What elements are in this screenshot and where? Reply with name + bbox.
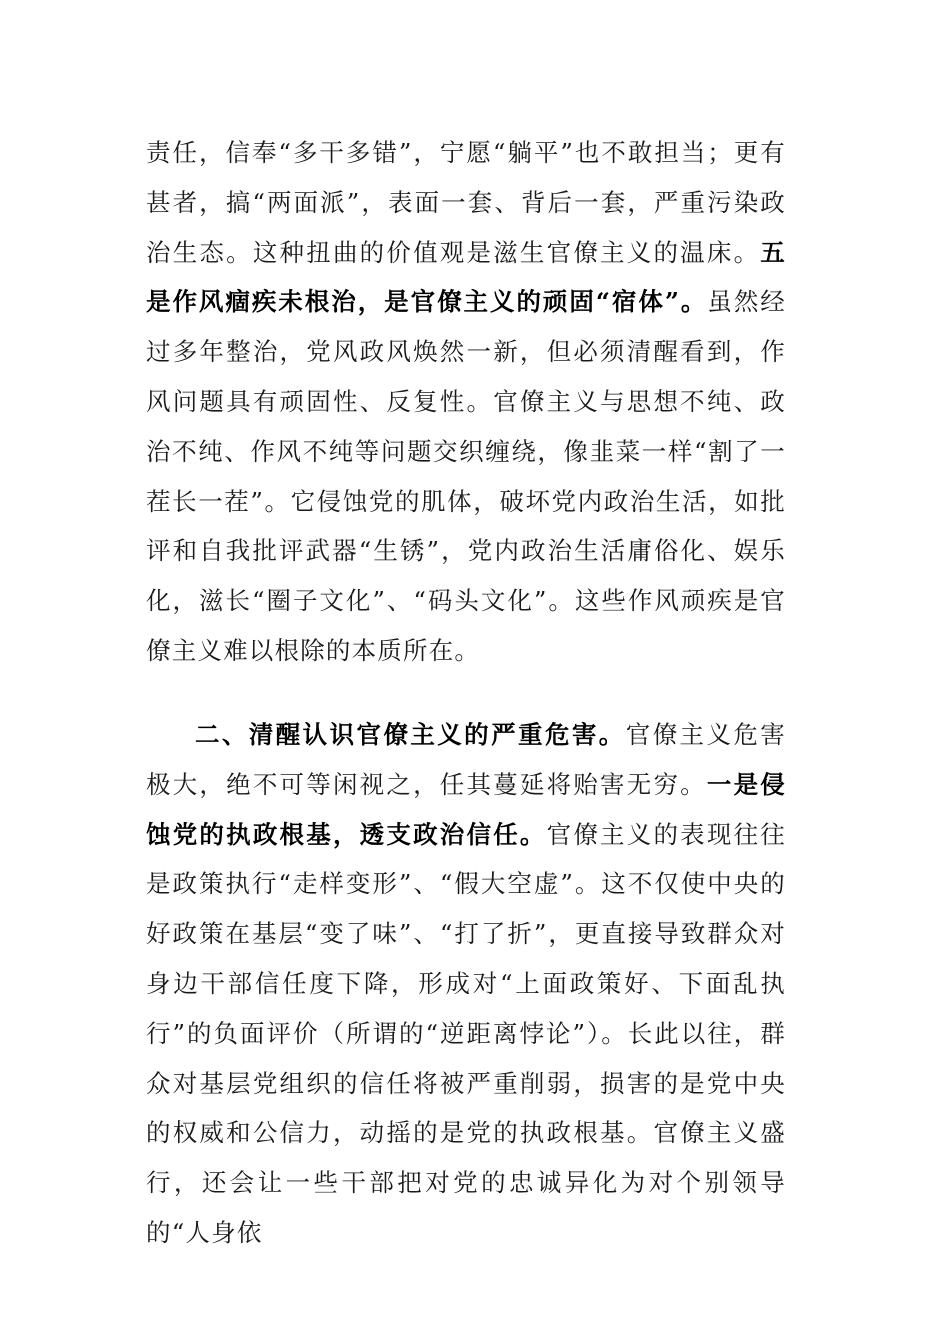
bold-point-five: 五是作风痼疾未根治，是官僚主义的顽固“宿体”。 (146, 237, 786, 317)
paragraph-text: 虽然经过多年整治，党风政风焕然一新，但必须清醒看到，作风问题具有顽固性、反复性。官僚主义与思想不纯、政治不纯、作风不纯等问题交织缠绕，像韭菜一样“割了一茬长一茬”。它侵蚀党的肌体，破坏党内政治生活，如批评和自我批评武器“生锈”，党内政治生活庸俗化、娱乐化，滋长“圈子文化”、“码头文化”。这些作风顽疾是官僚主义难以根除的本质所在。 (146, 287, 786, 665)
bold-point-one: 一是侵蚀党的执政根基，透支政治信任。 (146, 769, 786, 849)
paragraph-text: 官僚主义的表现往往是政策执行“走样变形”、“假大空虚”。这不仅使中央的好政策在基层“变了味”、“打了折”，更直接导致群众对身边干部信任度下降，形成对“上面政策好、下面乱执行”的负面评价（所谓的“逆距离悖论”）。长此以往，群众对基层党组织的信任将被严重削弱，损害的是党中央的权威和公信力，动摇的是党的执政根基。官僚主义盛行，还会让一些干部把对党的忠诚异化为对个别领导的“人身依 (146, 819, 786, 1247)
paragraph-continued (146, 128, 786, 676)
paragraph-section-two (146, 710, 786, 1258)
paragraph-text: 官僚主义危害极大，绝不可等闲视之，任其蔓延将贻害无穷。 (146, 720, 786, 799)
section-heading: 二、清醒认识官僚主义的严重危害。 (195, 720, 626, 749)
paragraph-text: 责任，信奉“多干多错”，宁愿“躺平”也不敢担当；更有甚者，搞“两面派”，表面一套、背后一套，严重污染政治生态。这种扭曲的价值观是滋生官僚主义的温床。 (146, 138, 786, 267)
